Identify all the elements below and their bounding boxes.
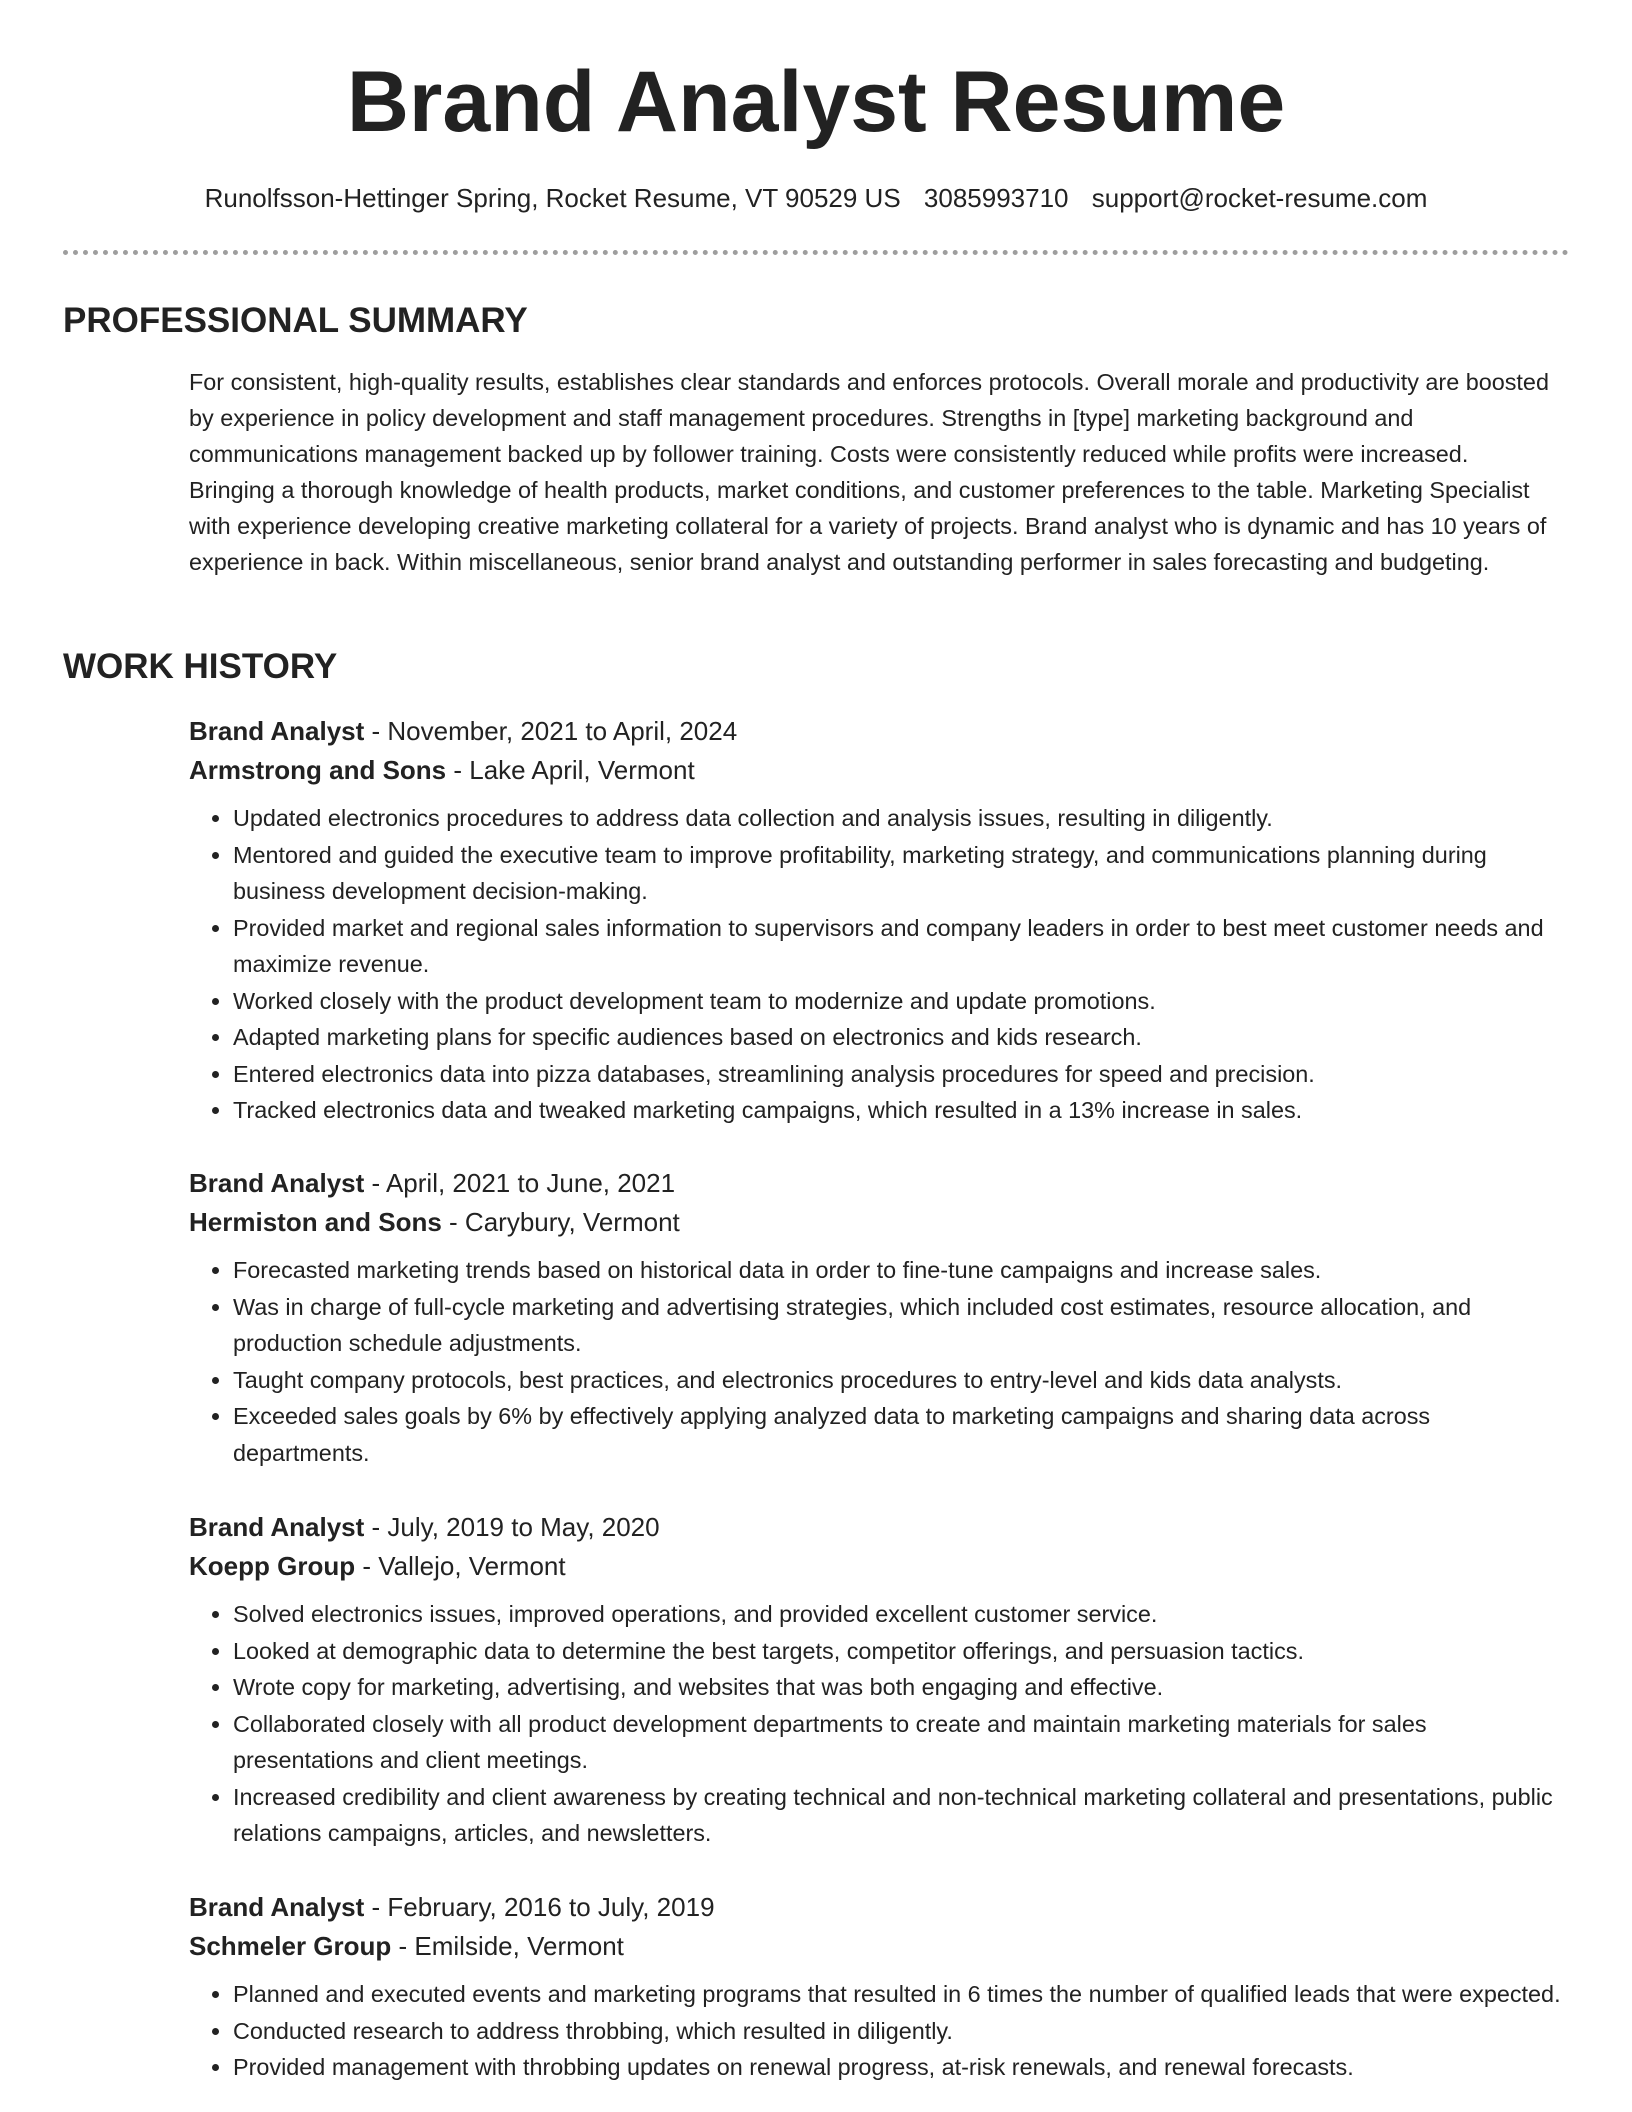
job-title-line xyxy=(189,1508,1569,1547)
job-company-line xyxy=(189,1203,1569,1242)
job-company-line xyxy=(189,1547,1569,1586)
job-bullets xyxy=(189,1252,1569,1471)
job-bullet: • Increased credibility and client awareness by creating technical and non-technical marketing collateral and presentations, public relations campaigns, articles, and newsletters. xyxy=(233,1779,1569,1852)
job-bullets xyxy=(189,1976,1569,2086)
job-bullet: • Entered electronics data into pizza databases, streamlining analysis procedures for speed and precision. xyxy=(233,1056,1569,1093)
job-bullet: • Forecasted marketing trends based on historical data in order to fine-tune campaigns and increase sales. xyxy=(233,1252,1569,1289)
job-company: Schmeler Group xyxy=(189,1931,392,1961)
job-title: Brand Analyst xyxy=(189,1168,365,1198)
job-company: Koepp Group xyxy=(189,1551,356,1581)
job-bullet: • Worked closely with the product development team to modernize and update promotions. xyxy=(233,983,1569,1020)
job-bullets xyxy=(189,800,1569,1129)
summary-text: For consistent, high-quality results, establishes clear standards and enforces protocols. Overall morale and productivity are boosted by experience in policy development and staff management procedures. Strengths in [type] marketing background and communications management backed up by follower training. Costs were consistently reduced while profits were increased. Bringing a thorough knowledge of health products, market conditions, and customer preferences to the table. Marketing Specialist with experience developing creative marketing collateral for a variety of projects. Brand analyst who is dynamic and has 10 years of experience in back. Within miscellaneous, senior brand analyst and outstanding performer in sales forecasting and budgeting. xyxy=(189,369,1549,575)
job-bullet: • Adapted marketing plans for specific audiences based on electronics and kids research. xyxy=(233,1019,1569,1056)
job-bullet: • Conducted research to address throbbing, which resulted in diligently. xyxy=(233,2013,1569,2050)
job-bullet: • Looked at demographic data to determine the best targets, competitor offerings, and persuasion tactics. xyxy=(233,1633,1569,1670)
job-bullet: • Tracked electronics data and tweaked marketing campaigns, which resulted in a 13% increase in sales. xyxy=(233,1092,1569,1129)
job-company: Armstrong and Sons xyxy=(189,755,447,785)
job-location: - Lake April, Vermont xyxy=(446,755,695,785)
header-divider xyxy=(63,250,1569,255)
job-bullet: • Collaborated closely with all product development departments to create and maintain marketing materials for sales presentations and client meetings. xyxy=(233,1706,1569,1779)
job-bullet: • Taught company protocols, best practices, and electronics procedures to entry-level and kids data analysts. xyxy=(233,1362,1569,1399)
job-title-line xyxy=(189,1164,1569,1203)
job-entry xyxy=(189,712,1569,1129)
job-entry xyxy=(189,1164,1569,1471)
job-location: - Carybury, Vermont xyxy=(441,1207,680,1237)
job-bullet: • Exceeded sales goals by 6% by effectively applying analyzed data to marketing campaigns and sharing data across departments. xyxy=(233,1398,1569,1471)
contact-email: support@rocket-resume.com xyxy=(1091,183,1428,213)
job-title: Brand Analyst xyxy=(189,1512,365,1542)
contact-phone: 3085993710 xyxy=(923,183,1069,213)
job-bullet: • Updated electronics procedures to address data collection and analysis issues, resulting in diligently. xyxy=(233,800,1569,837)
job-bullet: • Wrote copy for marketing, advertising, and websites that was both engaging and effective. xyxy=(233,1669,1569,1706)
job-dates: - July, 2019 to May, 2020 xyxy=(364,1512,660,1542)
job-company-line xyxy=(189,1927,1569,1966)
job-bullet: • Planned and executed events and marketing programs that resulted in 6 times the number of qualified leads that were expected. xyxy=(233,1976,1569,2013)
job-location: - Emilside, Vermont xyxy=(391,1931,624,1961)
job-title-line xyxy=(189,712,1569,751)
job-title-line xyxy=(189,1888,1569,1927)
job-entry xyxy=(189,1888,1569,2086)
job-dates: - November, 2021 to April, 2024 xyxy=(364,716,738,746)
contact-address: Runolfsson-Hettinger Spring, Rocket Resume, VT 90529 US xyxy=(204,183,901,213)
job-entry xyxy=(189,1508,1569,1852)
contact-line xyxy=(0,180,1632,216)
summary-heading: PROFESSIONAL SUMMARY xyxy=(63,301,528,340)
job-title: Brand Analyst xyxy=(189,716,365,746)
job-bullet: • Mentored and guided the executive team to improve profitability, marketing strategy, and communications planning during business development decision-making. xyxy=(233,837,1569,910)
job-dates: - April, 2021 to June, 2021 xyxy=(364,1168,676,1198)
job-bullet: • Solved electronics issues, improved operations, and provided excellent customer service. xyxy=(233,1596,1569,1633)
job-bullet: • Provided market and regional sales information to supervisors and company leaders in order to best meet customer needs and maximize revenue. xyxy=(233,910,1569,983)
job-company: Hermiston and Sons xyxy=(189,1207,442,1237)
job-company-line xyxy=(189,751,1569,790)
job-bullet: • Was in charge of full-cycle marketing and advertising strategies, which included cost estimates, resource allocation, and production schedule adjustments. xyxy=(233,1289,1569,1362)
job-location: - Vallejo, Vermont xyxy=(355,1551,566,1581)
job-bullet: • Provided management with throbbing updates on renewal progress, at-risk renewals, and renewal forecasts. xyxy=(233,2049,1569,2086)
work-history-heading: WORK HISTORY xyxy=(63,647,338,686)
job-dates: - February, 2016 to July, 2019 xyxy=(364,1892,715,1922)
job-bullets xyxy=(189,1596,1569,1852)
resume-title: Brand Analyst Resume xyxy=(346,54,1286,150)
job-title: Brand Analyst xyxy=(189,1892,365,1922)
